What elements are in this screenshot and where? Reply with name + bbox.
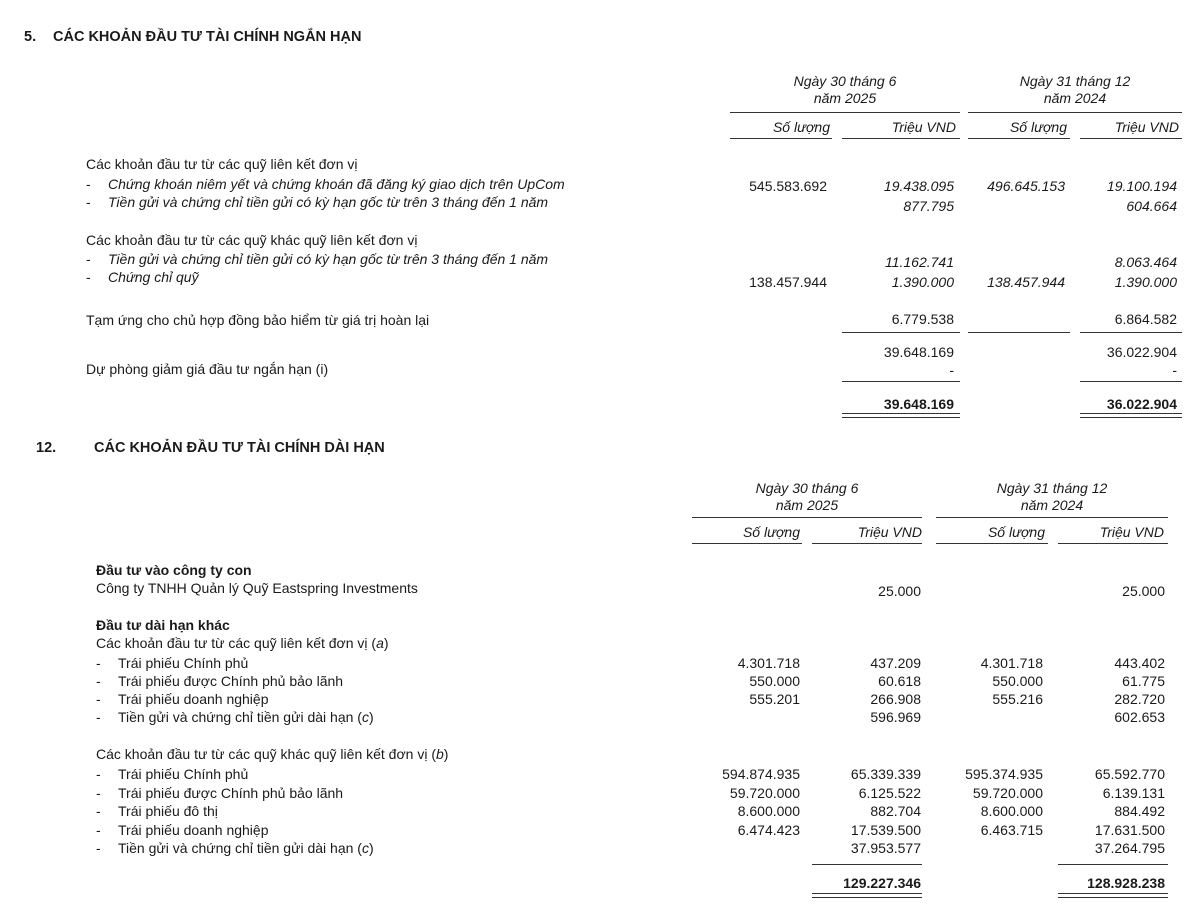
s12-col-qty-2: Số lượng bbox=[987, 524, 1045, 540]
dash: - bbox=[86, 269, 91, 285]
s5-period1-header bbox=[730, 73, 960, 107]
qty-2025: 59.720.000 bbox=[729, 784, 800, 801]
row-label: Trái phiếu được Chính phủ bảo lãnh bbox=[118, 784, 344, 801]
row-label: Dự phòng giảm giá đầu tư ngắn hạn (i) bbox=[86, 361, 329, 377]
row-label: Tiền gửi và chứng chỉ tiền gửi có kỳ hạn gốc từ trên 3 tháng đến 1 năm bbox=[108, 194, 549, 210]
qty-2024: 138.457.944 bbox=[987, 274, 1065, 290]
vnd-2024: 6.864.582 bbox=[1114, 311, 1177, 327]
qty-2024: 4.301.718 bbox=[980, 655, 1043, 671]
s5-period1-line1: Ngày 30 tháng 6 bbox=[793, 73, 897, 89]
s12-col-vnd-2: Triệu VND bbox=[1099, 524, 1164, 540]
s12-col-qty-1: Số lượng bbox=[742, 524, 800, 540]
s5-col-vnd-1: Triệu VND bbox=[891, 119, 956, 135]
group-b-close: ) bbox=[443, 746, 449, 762]
s5-col-qty-1: Số lượng bbox=[772, 119, 830, 135]
vnd-2024: 1.390.000 bbox=[1114, 274, 1177, 290]
section-12-title: CÁC KHOẢN ĐẦU TƯ TÀI CHÍNH DÀI HẠN bbox=[94, 440, 385, 456]
dash: - bbox=[96, 821, 101, 838]
vnd-2025: 437.209 bbox=[870, 655, 921, 671]
dash: - bbox=[96, 691, 101, 707]
s12-col-vnd-1: Triệu VND bbox=[857, 524, 922, 540]
s12-period1-line2: năm 2025 bbox=[775, 497, 839, 513]
section-5-number: 5. bbox=[24, 29, 37, 45]
s12-period2-line1: Ngày 31 tháng 12 bbox=[996, 480, 1108, 496]
row-label: Trái phiếu Chính phủ bbox=[118, 766, 249, 782]
vnd-2025: 60.618 bbox=[878, 673, 921, 689]
vnd-2024: 604.664 bbox=[1126, 198, 1177, 214]
vnd-2025: 266.908 bbox=[870, 691, 921, 707]
vnd-2025: 877.795 bbox=[903, 198, 954, 214]
qty-2025: 4.301.718 bbox=[737, 655, 800, 671]
s12-period1-line1: Ngày 30 tháng 6 bbox=[755, 480, 859, 496]
qty-2024: 595.374.935 bbox=[965, 766, 1043, 782]
row-label: Chứng chỉ quỹ bbox=[108, 269, 199, 285]
dash: - bbox=[96, 709, 101, 725]
s12-period2-line2: năm 2024 bbox=[1020, 497, 1084, 513]
subtotal-2024: 36.022.904 bbox=[1106, 344, 1177, 360]
total-2024: 128.928.238 bbox=[1087, 875, 1165, 891]
vnd-2024: 443.402 bbox=[1114, 655, 1165, 671]
vnd-2024: 282.720 bbox=[1114, 691, 1165, 707]
dash: - bbox=[96, 655, 101, 671]
s12-period2-header bbox=[936, 480, 1168, 514]
total-2025: 129.227.346 bbox=[843, 875, 921, 891]
vnd-2025: 6.125.522 bbox=[858, 784, 921, 801]
row-label: Chứng khoán niêm yết và chứng khoán đã đăng ký giao dịch trên UpCom bbox=[108, 176, 565, 192]
total-2025: 39.648.169 bbox=[883, 396, 954, 412]
qty-2025: 8.600.000 bbox=[737, 803, 800, 819]
row-label bbox=[118, 709, 374, 725]
dash: - bbox=[86, 194, 91, 210]
vnd-2025: 25.000 bbox=[878, 583, 921, 599]
row-label-close: ) bbox=[368, 709, 374, 725]
vnd-2025: 6.779.538 bbox=[891, 311, 954, 327]
s5-group-1-title: Các khoản đầu tư từ các quỹ liên kết đơn vị bbox=[86, 156, 358, 172]
row-label: Công ty TNHH Quản lý Quỹ Eastspring Investments bbox=[96, 580, 418, 596]
dash: - bbox=[96, 766, 101, 782]
s12-group-b-title bbox=[96, 746, 448, 762]
group-a-text: Các khoản đầu tư từ các quỹ liên kết đơn vị ( bbox=[96, 635, 377, 651]
qty-2025: 138.457.944 bbox=[749, 274, 827, 290]
qty-2024: 496.645.153 bbox=[987, 178, 1065, 194]
vnd-2025: 11.162.741 bbox=[884, 254, 954, 270]
vnd-2025: - bbox=[949, 362, 954, 378]
group-a-close: ) bbox=[383, 635, 389, 651]
s5-col-vnd-2: Triệu VND bbox=[1114, 119, 1179, 135]
qty-2025: 545.583.692 bbox=[749, 178, 827, 194]
s5-col-qty-2: Số lượng bbox=[1009, 119, 1067, 135]
dash: - bbox=[96, 673, 101, 689]
vnd-2024: 61.775 bbox=[1122, 673, 1165, 689]
group-a-mark: a bbox=[376, 635, 384, 651]
qty-2025: 6.474.423 bbox=[737, 821, 800, 838]
s5-group-2-title: Các khoản đầu tư từ các quỹ khác quỹ liên kết đơn vị bbox=[86, 232, 418, 248]
dash: - bbox=[86, 176, 91, 192]
s12-subsidiary-title: Đầu tư vào công ty con bbox=[96, 562, 252, 578]
group-b-mark: b bbox=[436, 746, 444, 762]
vnd-2025: 596.969 bbox=[870, 709, 921, 725]
vnd-2024: - bbox=[1172, 362, 1177, 378]
s5-period1-line2: năm 2025 bbox=[813, 90, 877, 106]
vnd-2024: 602.653 bbox=[1114, 709, 1165, 725]
vnd-2025: 882.704 bbox=[870, 803, 921, 819]
row-label: Trái phiếu Chính phủ bbox=[118, 655, 249, 671]
row-label: Tạm ứng cho chủ hợp đồng bảo hiểm từ giá trị hoàn lại bbox=[86, 312, 430, 328]
row-label-close: ) bbox=[368, 840, 374, 856]
vnd-2024: 17.631.500 bbox=[1094, 821, 1165, 838]
vnd-2024: 19.100.194 bbox=[1106, 178, 1177, 194]
qty-2025: 555.201 bbox=[749, 691, 800, 707]
s5-period2-line1: Ngày 31 tháng 12 bbox=[1019, 73, 1131, 89]
row-label: Tiền gửi và chứng chỉ tiền gửi có kỳ hạn gốc từ trên 3 tháng đến 1 năm bbox=[108, 251, 549, 267]
row-label-label: Tiền gửi và chứng chỉ tiền gửi dài hạn ( bbox=[118, 709, 362, 725]
s12-period1-header bbox=[692, 480, 922, 514]
vnd-2025: 1.390.000 bbox=[891, 274, 954, 290]
row-label-mark: c bbox=[361, 709, 369, 725]
section-5-title: CÁC KHOẢN ĐẦU TƯ TÀI CHÍNH NGẮN HẠN bbox=[53, 29, 362, 45]
vnd-2025: 37.953.577 bbox=[850, 840, 921, 856]
qty-2024: 6.463.715 bbox=[980, 821, 1043, 838]
section-12-number: 12. bbox=[36, 440, 57, 456]
group-b-text: Các khoản đầu tư từ các quỹ khác quỹ liên kết đơn vị ( bbox=[96, 746, 436, 762]
total-2024: 36.022.904 bbox=[1106, 396, 1177, 412]
row-label: Trái phiếu doanh nghiệp bbox=[118, 691, 269, 707]
vnd-2025: 17.539.500 bbox=[850, 821, 921, 838]
row-label-label: Tiền gửi và chứng chỉ tiền gửi dài hạn ( bbox=[118, 840, 362, 856]
vnd-2024: 6.139.131 bbox=[1102, 784, 1165, 801]
vnd-2024: 8.063.464 bbox=[1114, 254, 1177, 270]
vnd-2024: 25.000 bbox=[1122, 583, 1165, 599]
s5-period2-line2: năm 2024 bbox=[1043, 90, 1107, 106]
dash: - bbox=[96, 803, 101, 819]
qty-2024: 550.000 bbox=[992, 673, 1043, 689]
vnd-2025: 19.438.095 bbox=[883, 178, 954, 194]
row-label bbox=[118, 840, 374, 856]
s12-group-a-title bbox=[96, 635, 389, 651]
subtotal-2025: 39.648.169 bbox=[883, 344, 954, 360]
qty-2025: 594.874.935 bbox=[722, 766, 800, 782]
row-label-mark: c bbox=[361, 840, 369, 856]
s5-period2-header bbox=[968, 73, 1182, 107]
dash: - bbox=[86, 251, 91, 267]
row-label: Trái phiếu doanh nghiệp bbox=[118, 821, 269, 838]
row-label: Trái phiếu đô thị bbox=[118, 803, 218, 819]
dash: - bbox=[96, 784, 101, 801]
s12-other-longterm-title: Đầu tư dài hạn khác bbox=[96, 617, 230, 633]
vnd-2024: 37.264.795 bbox=[1094, 840, 1165, 856]
vnd-2024: 884.492 bbox=[1114, 803, 1165, 819]
qty-2024: 8.600.000 bbox=[980, 803, 1043, 819]
vnd-2024: 65.592.770 bbox=[1094, 766, 1165, 782]
qty-2025: 550.000 bbox=[749, 673, 800, 689]
vnd-2025: 65.339.339 bbox=[850, 766, 921, 782]
row-label: Trái phiếu được Chính phủ bảo lãnh bbox=[118, 673, 344, 689]
qty-2024: 59.720.000 bbox=[972, 784, 1043, 801]
dash: - bbox=[96, 840, 101, 856]
qty-2024: 555.216 bbox=[992, 691, 1043, 707]
